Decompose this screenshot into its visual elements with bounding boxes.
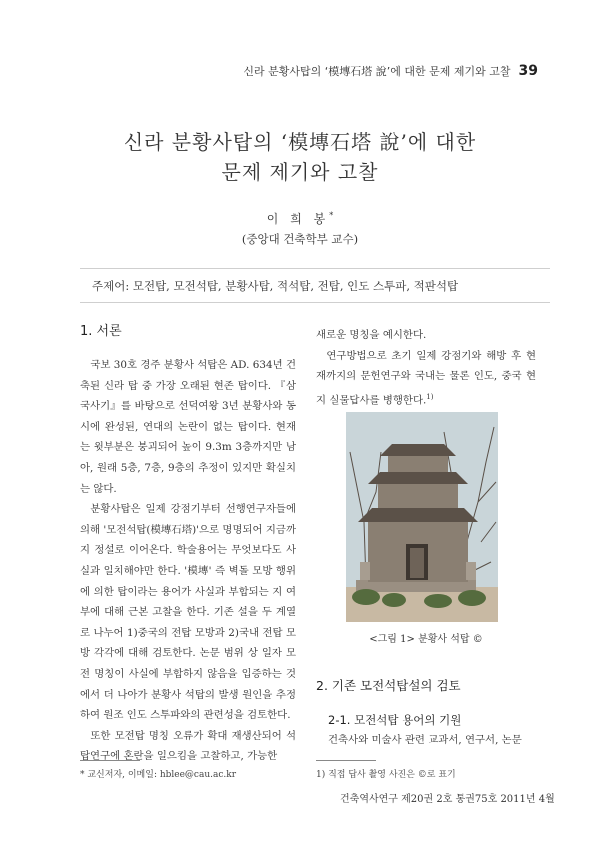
section2-heading: 2. 기존 모전석탑설의 검토 [316,678,461,693]
author-name [0,210,600,227]
keywords: 주제어: 모전탑, 모전석탑, 분황사탑, 적석탑, 전탑, 인도 스투파, 적판석탑 [92,279,459,293]
paragraph-text: 연구방법으로 초기 일제 강점기와 해방 후 현재까지의 문헌연구와 국내는 물론 인도, 중국 현지 실물답사를 병행한다. [316,349,536,407]
page-number: 39 [518,63,538,79]
footnote-rule-right [316,760,376,761]
left-column [80,355,296,767]
paragraph: 또한 모전탑 명칭 오류가 확대 재생산되어 석탑연구에 혼란을 일으킴을 고찰하고, 가능한 [80,729,296,763]
keywords-rule-top [80,268,550,269]
running-head-text: 신라 분황사탑의 ‘模塼石塔 說’에 대한 문제 제기와 고찰 [243,65,511,78]
author-name-text: 이 희 봉 [266,212,330,226]
paragraph: 새로운 명칭을 예시한다. [316,329,427,341]
keywords-rule-bottom [80,302,550,303]
author-affiliation: (중앙대 건축학부 교수) [241,232,359,246]
journal-info: 건축역사연구 제20권 2호 통권75호 2011년 4월 [340,794,555,805]
footnote-1: 1) 직접 답사 촬영 사진은 ©로 표기 [316,770,456,780]
right-column-intro [316,325,536,411]
footnote-corresponding-author: * 교신저자, 이메일: hblee@cau.ac.kr [80,770,237,780]
section1-heading: 1. 서론 [80,324,122,339]
footnote-ref: 1) [426,392,434,401]
running-head [243,63,538,79]
author-mark: * [329,211,334,220]
section2-1-heading: 2-1. 모전석탑 용어의 기원 [328,713,462,727]
paper-title-line2: 문제 제기와 고찰 [221,160,379,184]
paragraph: 분황사탑은 일제 강점기부터 선행연구자들에 의해 '모전석탑(模塼石塔)'으로 명명되어 지금까지 정설로 이어온다. 학술용어는 무엇보다도 사실과 일치해야만 한다. '模塼' 즉 벽돌 모방 행위에 의한 탑이라는 용어가 사실과 부합되는 지 여부에 대해 근본 고찰을 한다. 기존 설을 두 계열로 나누어 1)중국의 전탑 모방과 2)국내 전탑 모방 각각에 대해 검토한다. 논문 범위 상 일자 모전 명칭이 사실에 부합하지 않음을 입증하는 것에서 더 나아가 분황사 석탑의 발생 원인을 추정하여 원조 인도 스투파와의 관련성을 검토한다. [80,503,296,722]
figure-caption: <그림 1> 분황사 석탑 © [369,634,483,645]
pagoda-photo [346,412,498,622]
paragraph: 국보 30호 경주 분황사 석탑은 AD. 634년 건축된 신라 탑 중 가장 오래된 현존 탑이다. 『삼국사기』를 바탕으로 선덕여왕 3년 분황사와 동시에 완성된, 연대의 논란이 없는 탑이다. 현재는 윗부분은 붕괴되어 높이 9.3m 3층까지만 남아, 원래 5층, 7층, 9층의 추정이 있지만 확실치는 않다. [80,359,296,495]
section2-1-text: 건축사와 미술사 관련 교과서, 연구서, 논문 [328,734,522,746]
footnote-rule-left [80,760,140,761]
pagoda-illustration [346,412,498,622]
paragraph [316,346,536,411]
paper-title-line1: 신라 분황사탑의 ‘模塼石塔 說’에 대한 [123,130,477,154]
